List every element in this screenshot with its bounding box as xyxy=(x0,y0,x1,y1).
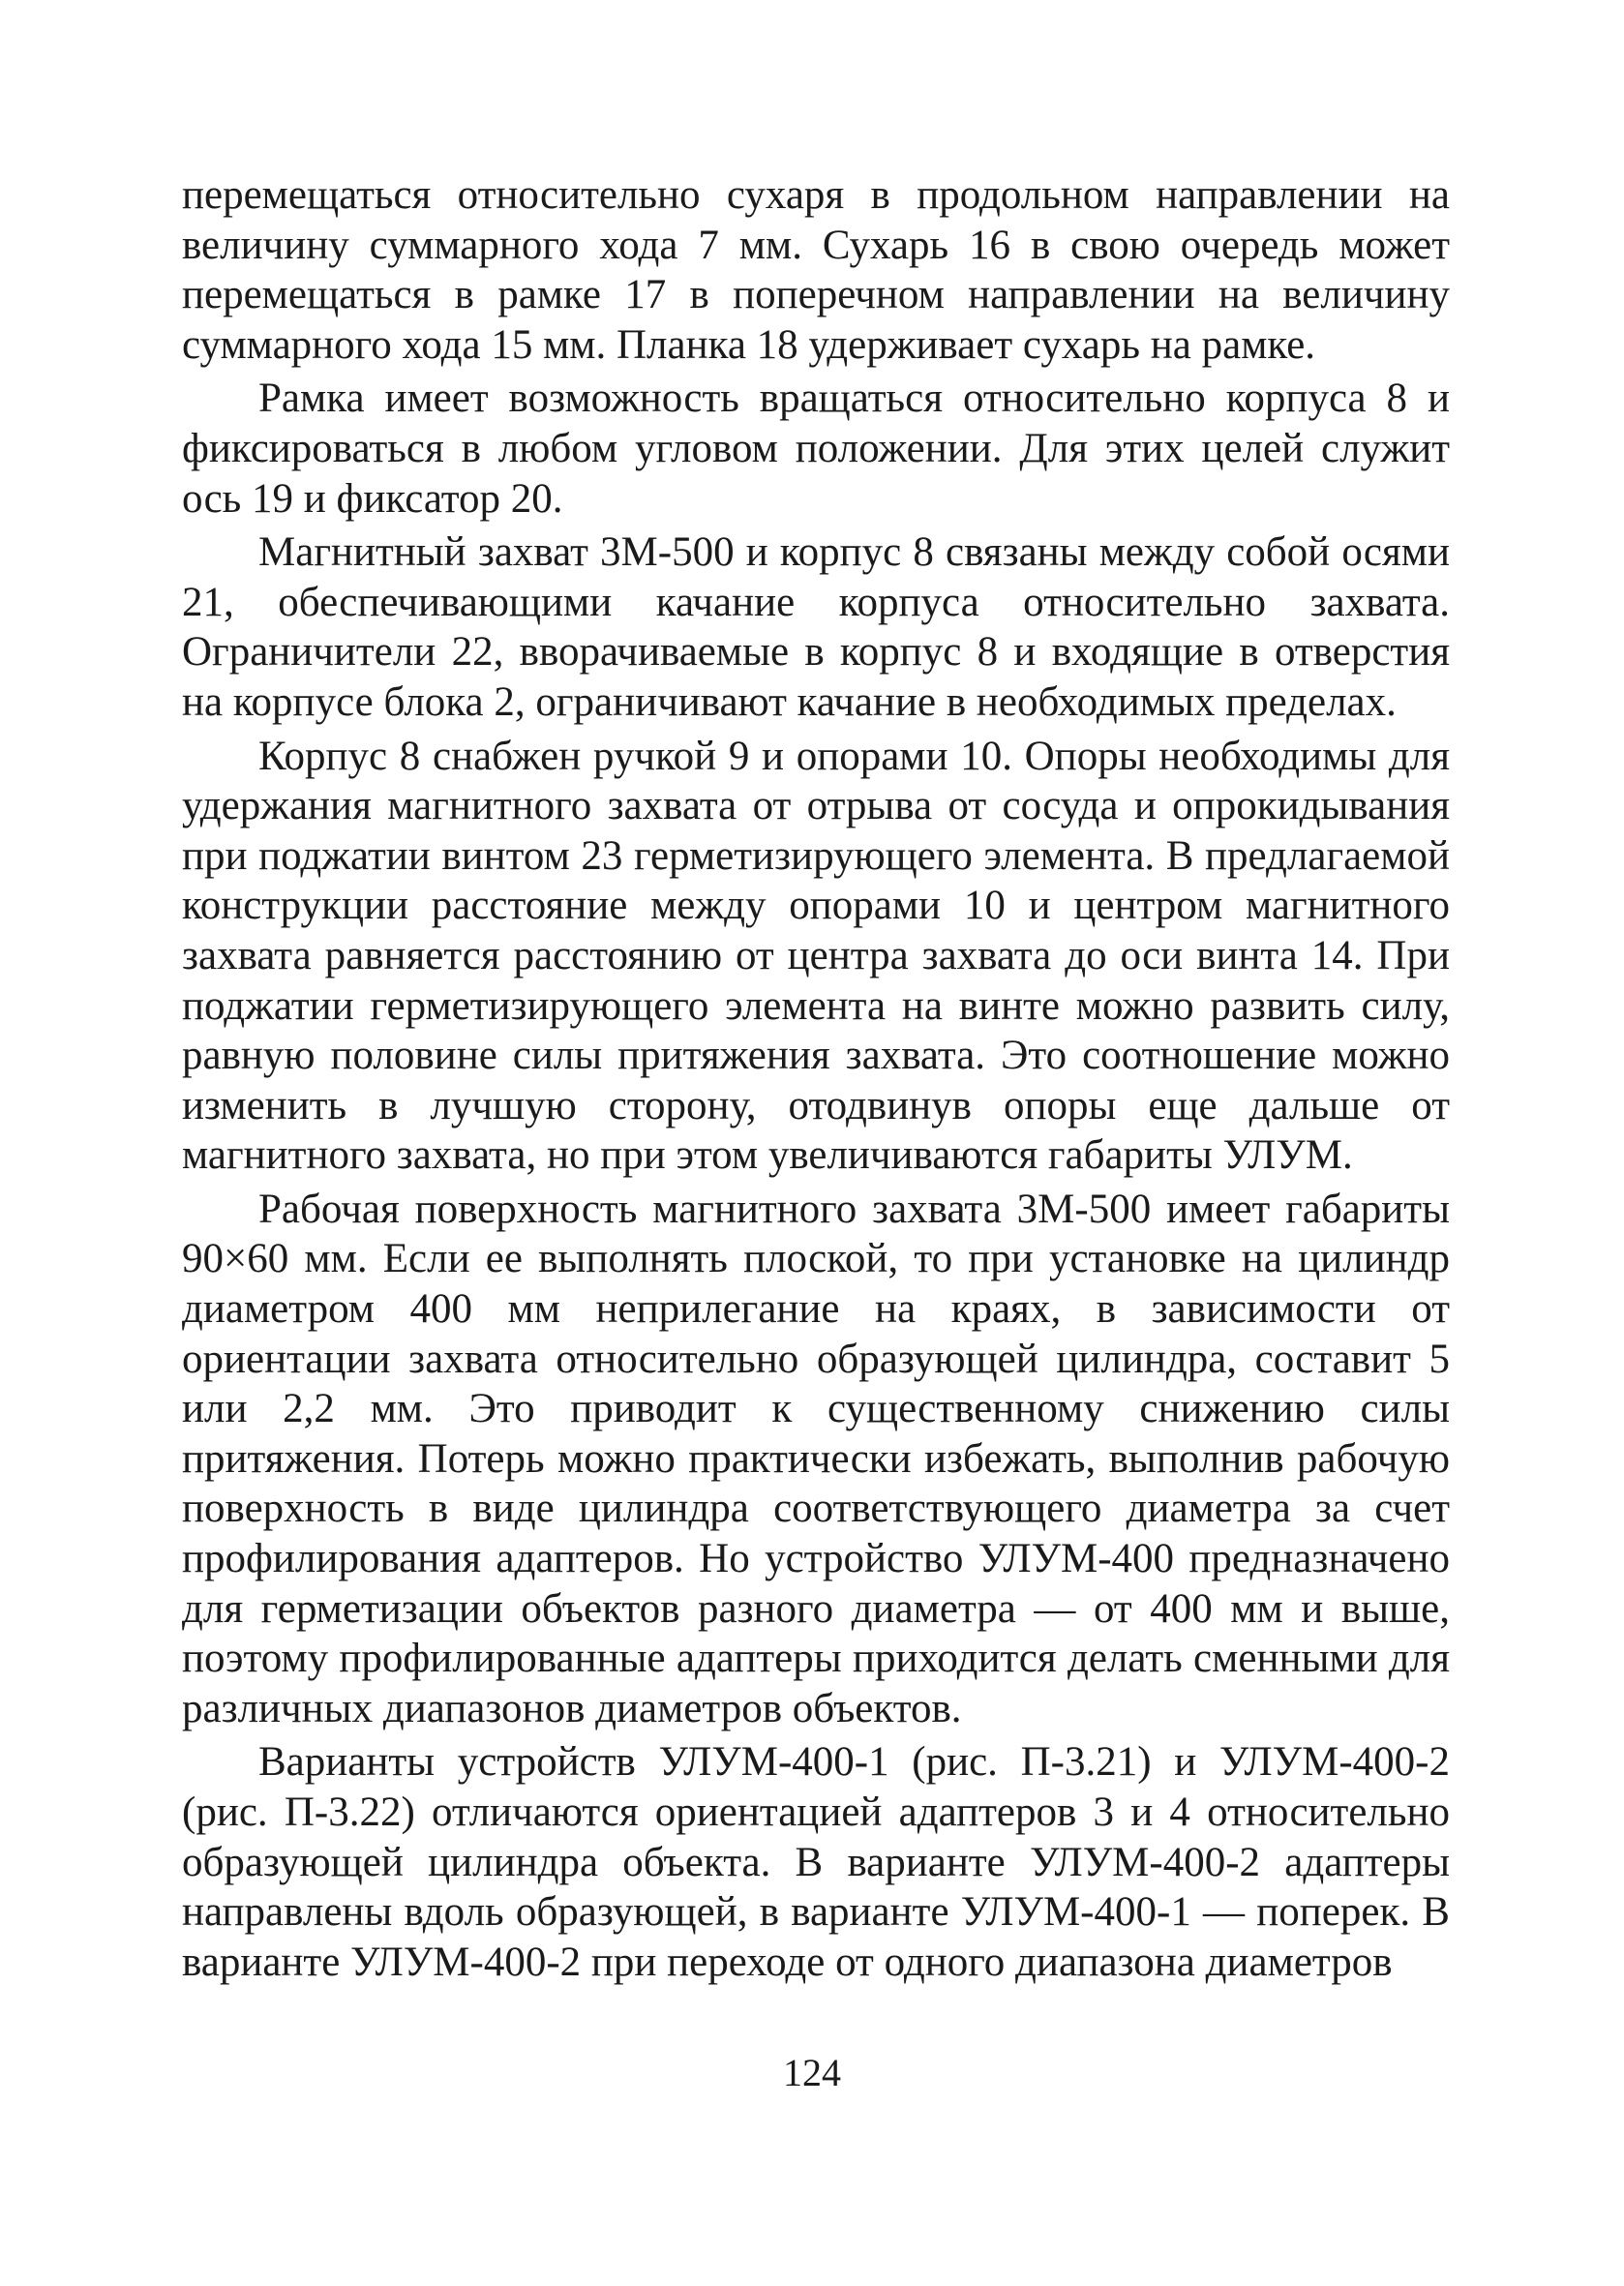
paragraph-continuation: перемещаться относительно сухаря в продольном направлении на величину суммарного хода 7 мм. Сухарь 16 в свою очередь может перемещаться в рамке 17 в поперечном направлении на величину суммарного хода 15 мм. Планка 18 удерживает сухарь на рамке. xyxy=(182,172,1450,368)
page-number: 124 xyxy=(783,2051,841,2094)
paragraph-working-surface: Рабочая поверхность магнитного захвата 3М-500 имеет габариты 90×60 мм. Если ее выполнять плоской, то при установке на цилиндр диаметром 400 мм неприлегание на краях, в зависимости от ориентации захвата относительно образующей цилиндра, составит 5 или 2,2 мм. Это приводит к существенному снижению силы притяжения. Потерь можно практически избежать, выполнив рабочую поверхность в виде цилиндра соответствующего диаметра за счет профилирования адаптеров. Но устройство УЛУМ-400 предназначено для герметизации объектов разного диаметра — от 400 мм и выше, поэтому профилированные адаптеры приходится делать сменными для различных диапазонов диаметров объектов. xyxy=(182,1186,1450,1731)
paragraph-frame-rotation: Рамка имеет возможность вращаться относительно корпуса 8 и фиксироваться в любом угловом положении. Для этих целей служит ось 19 и фиксатор 20. xyxy=(182,376,1450,522)
body-text xyxy=(182,170,1450,1987)
paragraph-magnetic-grip: Магнитный захват 3М-500 и корпус 8 связаны между собой осями 21, обеспечивающими качание корпуса относительно захвата. Ограничители 22, вворачиваемые в корпус 8 и входящие в отверстия на корпусе блока 2, ограничивают качание в необходимых пределах. xyxy=(182,529,1450,725)
paragraph-device-variants: Варианты устройств УЛУМ-400-1 (рис. П-3.21) и УЛУМ-400-2 (рис. П-3.22) отличаются ориентацией адаптеров 3 и 4 относительно образующей цилиндра объекта. В варианте УЛУМ-400-2 адаптеры направлены вдоль образующей, в варианте УЛУМ-400-1 — поперек. В варианте УЛУМ-400-2 при переходе от одного диапазона диаметров xyxy=(182,1739,1450,1985)
paragraph-housing-supports: Корпус 8 снабжен ручкой 9 и опорами 10. Опоры необходимы для удержания магнитного захвата от отрыва от сосуда и опрокидывания при поджатии винтом 23 герметизирующего элемента. В предлагаемой конструкции расстояние между опорами 10 и центром магнитного захвата равняется расстоянию от центра захвата до оси винта 14. При поджатии герметизирующего элемента на винте можно развить силу, равную половине силы притяжения захвата. Это соотношение можно изменить в лучшую сторону, отодвинув опоры еще дальше от магнитного захвата, но при этом увеличиваются габариты УЛУМ. xyxy=(182,733,1450,1179)
